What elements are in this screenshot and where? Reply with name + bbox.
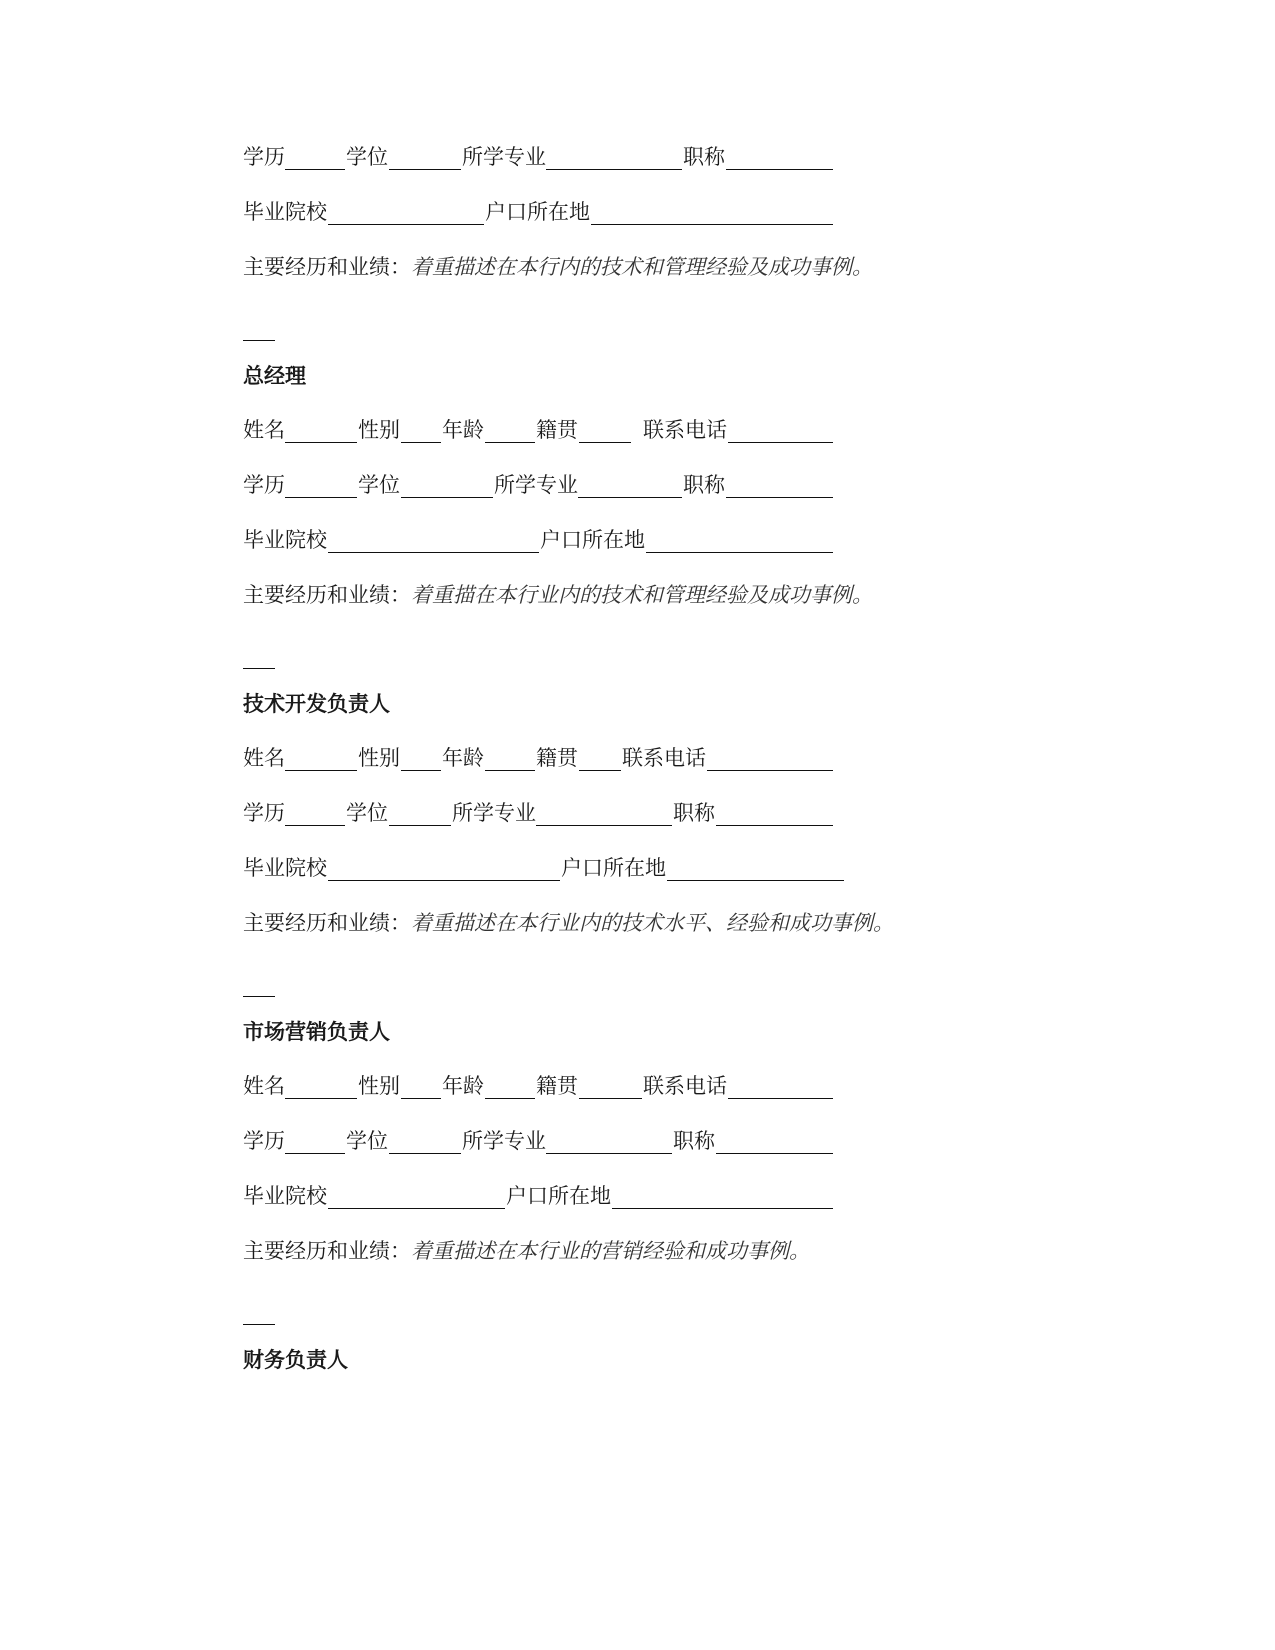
name-blank[interactable] bbox=[285, 442, 357, 443]
label-gender: 性别 bbox=[358, 1074, 400, 1098]
label-experience: 主要经历和业绩： bbox=[243, 255, 411, 279]
degree-blank[interactable] bbox=[401, 497, 493, 498]
label-age: 年龄 bbox=[442, 1074, 484, 1098]
label-degree: 学位 bbox=[346, 1129, 388, 1153]
hukou-blank[interactable] bbox=[612, 1208, 833, 1209]
age-blank[interactable] bbox=[485, 770, 535, 771]
label-degree: 学位 bbox=[346, 801, 388, 825]
education-blank[interactable] bbox=[285, 169, 345, 170]
label-hukou: 户口所在地 bbox=[540, 528, 645, 552]
gender-blank[interactable] bbox=[401, 1098, 441, 1099]
label-major: 所学专业 bbox=[452, 801, 536, 825]
label-experience: 主要经历和业绩： bbox=[243, 1239, 411, 1263]
school-blank[interactable] bbox=[328, 880, 560, 881]
title-blank[interactable] bbox=[726, 497, 833, 498]
major-blank[interactable] bbox=[546, 169, 682, 170]
hukou-blank[interactable] bbox=[591, 224, 833, 225]
label-gender: 性别 bbox=[358, 746, 400, 770]
title-blank[interactable] bbox=[716, 1153, 833, 1154]
major-blank[interactable] bbox=[536, 825, 672, 826]
experience-row bbox=[243, 909, 894, 939]
phone-blank[interactable] bbox=[728, 1098, 833, 1099]
label-degree: 学位 bbox=[346, 145, 388, 169]
label-school: 毕业院校 bbox=[243, 528, 327, 552]
label-experience: 主要经历和业绩： bbox=[243, 583, 411, 607]
section-divider bbox=[243, 668, 275, 669]
label-education: 学历 bbox=[243, 145, 285, 169]
gender-blank[interactable] bbox=[401, 770, 441, 771]
education-blank[interactable] bbox=[285, 1153, 345, 1154]
label-name: 姓名 bbox=[243, 746, 285, 770]
major-blank[interactable] bbox=[546, 1153, 672, 1154]
label-major: 所学专业 bbox=[462, 145, 546, 169]
degree-blank[interactable] bbox=[389, 825, 451, 826]
experience-note: 着重描述在本行内的技术和管理经验及成功事例。 bbox=[411, 255, 873, 279]
hometown-blank[interactable] bbox=[579, 1098, 642, 1099]
label-hometown: 籍贯 bbox=[536, 1074, 578, 1098]
label-hukou: 户口所在地 bbox=[485, 200, 590, 224]
section-heading-finance-lead: 财务负责人 bbox=[243, 1347, 348, 1372]
label-education: 学历 bbox=[243, 473, 285, 497]
label-education: 学历 bbox=[243, 1129, 285, 1153]
name-blank[interactable] bbox=[285, 770, 357, 771]
label-name: 姓名 bbox=[243, 1074, 285, 1098]
section-divider bbox=[243, 996, 275, 997]
label-age: 年龄 bbox=[442, 746, 484, 770]
experience-row bbox=[243, 581, 873, 611]
label-title: 职称 bbox=[673, 801, 715, 825]
school-blank[interactable] bbox=[328, 552, 539, 553]
label-school: 毕业院校 bbox=[243, 856, 327, 880]
label-school: 毕业院校 bbox=[243, 200, 327, 224]
education-blank[interactable] bbox=[285, 497, 357, 498]
label-phone: 联系电话 bbox=[643, 418, 727, 442]
hukou-blank[interactable] bbox=[646, 552, 833, 553]
experience-row bbox=[243, 1237, 810, 1267]
label-age: 年龄 bbox=[442, 418, 484, 442]
label-education: 学历 bbox=[243, 801, 285, 825]
label-hometown: 籍贯 bbox=[536, 746, 578, 770]
title-blank[interactable] bbox=[726, 169, 833, 170]
gender-blank[interactable] bbox=[401, 442, 441, 443]
age-blank[interactable] bbox=[485, 1098, 535, 1099]
hometown-blank[interactable] bbox=[579, 770, 621, 771]
school-blank[interactable] bbox=[328, 1208, 505, 1209]
hukou-blank[interactable] bbox=[667, 880, 844, 881]
label-hukou: 户口所在地 bbox=[506, 1184, 611, 1208]
experience-note: 着重描述在本行业的营销经验和成功事例。 bbox=[411, 1239, 810, 1263]
education-blank[interactable] bbox=[285, 825, 345, 826]
label-hometown: 籍贯 bbox=[536, 418, 578, 442]
label-gender: 性别 bbox=[358, 418, 400, 442]
phone-blank[interactable] bbox=[728, 442, 833, 443]
degree-blank[interactable] bbox=[389, 169, 461, 170]
experience-note: 着重描述在本行业内的技术水平、经验和成功事例。 bbox=[411, 911, 894, 935]
name-blank[interactable] bbox=[285, 1098, 357, 1099]
age-blank[interactable] bbox=[485, 442, 535, 443]
label-title: 职称 bbox=[673, 1129, 715, 1153]
school-blank[interactable] bbox=[328, 224, 484, 225]
experience-note: 着重描在本行业内的技术和管理经验及成功事例。 bbox=[411, 583, 873, 607]
label-title: 职称 bbox=[683, 145, 725, 169]
section-divider bbox=[243, 340, 275, 341]
section-heading-ceo: 总经理 bbox=[243, 363, 306, 388]
phone-blank[interactable] bbox=[707, 770, 833, 771]
major-blank[interactable] bbox=[578, 497, 682, 498]
label-hukou: 户口所在地 bbox=[561, 856, 666, 880]
label-name: 姓名 bbox=[243, 418, 285, 442]
title-blank[interactable] bbox=[716, 825, 833, 826]
label-major: 所学专业 bbox=[494, 473, 578, 497]
label-school: 毕业院校 bbox=[243, 1184, 327, 1208]
section-heading-tech-lead: 技术开发负责人 bbox=[243, 691, 390, 716]
section-divider bbox=[243, 1324, 275, 1325]
label-major: 所学专业 bbox=[462, 1129, 546, 1153]
label-degree: 学位 bbox=[358, 473, 400, 497]
label-title: 职称 bbox=[683, 473, 725, 497]
label-phone: 联系电话 bbox=[643, 1074, 727, 1098]
degree-blank[interactable] bbox=[389, 1153, 461, 1154]
experience-row bbox=[243, 253, 873, 283]
label-experience: 主要经历和业绩： bbox=[243, 911, 411, 935]
hometown-blank[interactable] bbox=[579, 442, 631, 443]
section-heading-marketing-lead: 市场营销负责人 bbox=[243, 1019, 390, 1044]
label-phone: 联系电话 bbox=[622, 746, 706, 770]
